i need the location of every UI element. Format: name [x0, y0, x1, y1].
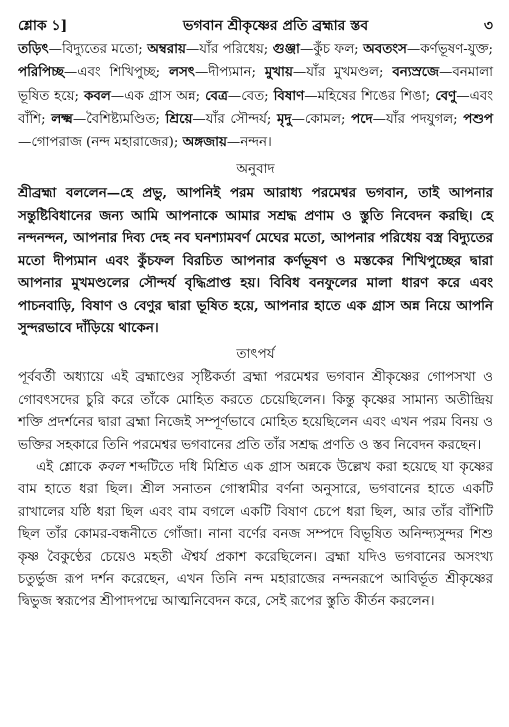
glossary-term: মৃদু — [277, 110, 292, 127]
glossary-term: বেত্র — [205, 87, 228, 104]
running-header — [18, 14, 493, 38]
glossary-term: তড়িৎ — [18, 41, 49, 57]
glossary-term: লসৎ — [168, 64, 195, 81]
word-for-word-glossary: তড়িৎ—বিদ্যুতের মতো; অম্বরায়—যাঁর পরিধেয়; গুঞ্জা—কুঁচ ফল; অবতংস—কর্ণভূষণ-যুক্ত; পরিপিচ্ছ—এবং শিখিপুচ্ছ; লসৎ—দীপ্যমান; মুখায়—যাঁর মুখমণ্ডল; বন্যস্রজে—বনমালা ভূষিত হয়ে; কবল—এক গ্রাস অন্ন; বেত্র—বেত; বিষাণ—মহিষের শিঙের শিঙা; বেণু—এবং বাঁশি; লক্ষ্ম—বৈশিষ্ট্যমণ্ডিত; শ্রিয়ে—যাঁর সৌন্দর্য; মৃদু—কোমল; পদে—যাঁর পদযুগল; পশুপ—গোপরাজ (নন্দ মহারাজের); অঙ্গজায়—নন্দন। — [18, 41, 493, 151]
glossary-term: অম্বরায় — [147, 41, 186, 57]
glossary-meaning: এক গ্রাস অন্ন; — [124, 88, 201, 104]
glossary-meaning: এবং বাঁশি; — [18, 88, 493, 127]
glossary-meaning: যাঁর পদযুগল; — [385, 111, 458, 127]
glossary-term: শ্রিয়ে — [165, 110, 193, 127]
glossary-term: বিষাণ — [273, 87, 305, 104]
glossary-meaning: যাঁর পরিধেয়; — [199, 42, 269, 57]
translation-heading: অনুবাদ — [236, 161, 275, 178]
glossary-meaning: কোমল; — [304, 111, 346, 127]
glossary-meaning: বেত; — [241, 88, 269, 104]
glossary-meaning: দীপ্যমান; — [208, 65, 257, 81]
purport-paragraph-2 — [18, 457, 493, 614]
translation-text: শ্রীব্রহ্মা বললেন—হে প্রভু, আপনিই পরম আরাধ্য পরমেশ্বর ভগবান, তাই আপনার সন্তুষ্টিবিধানের জন্য আমি আপনাকে আমার সশ্রদ্ধ প্রণাম ও স্তুতি নিবেদন করছি। হে নন্দনন্দন, আপনার দিব্য দেহ নব ঘনশ্যামবর্ণ মেঘের মতো, আপনার পরিধেয় বস্ত্র বিদ্যুতের মতো দীপ্যমান এবং কুঁচফল বিরচিত আপনার কর্ণভূষণ ও মস্তকের শিখিপুচ্ছের দ্বারা আপনার মুখমণ্ডলের সৌন্দর্য বৃদ্ধিপ্রাপ্ত হয়। বিবিধ বনফুলের মালা ধারণ করে এবং পাচনবাড়ি, বিষাণ ও বেণুর দ্বারা ভূষিত হয়ে, আপনার হাতে এক গ্রাস অন্ন নিয়ে আপনি সুন্দরভাবে দাঁড়িয়ে থাকেন। — [18, 185, 493, 336]
purport-p2-rest: শব্দটিতে দধি মিশ্রিত এক গ্রাস অন্নকে উল্লেখ করা হয়েছে যা কৃষ্ণের বাম হাতে ধরা ছিল। শ্রীল সনাতন গোস্বামীর বর্ণনা অনুসারে, ভগবানের হাতে একটি রাখালের যষ্ঠি ধরা ছিল এবং বাম বগলে একটি বিষাণ চেপে ধরা ছিল, আর তাঁর বাঁশিটি ছিল তাঁর কোমর-বন্ধনীতে গোঁজা। নানা বর্ণের বনজ সম্পদে বিভূষিত অনিন্দ্যসুন্দর শিশু কৃষ্ণ বৈকুণ্ঠের চেয়েও মহতী ঐশ্বর্য প্রকাশ করেছিলেন। ব্রহ্মা যদিও ভগবানের অসংখ্য চতুর্ভুজ রূপ দর্শন করেছেন, এখন তিনি নন্দ মহারাজের নন্দনরূপে আবির্ভূত শ্রীকৃষ্ণের দ্বিভুজ স্বরূপের শ্রীপাদপদ্মে আত্মনিবেদন করে, সেই রূপের স্তুতি কীর্তন করলেন। — [18, 459, 493, 610]
purport-heading: তাৎপর্য — [236, 346, 275, 363]
glossary-meaning: মহিষের শিঙের শিঙা; — [317, 88, 431, 104]
purport-body — [18, 367, 493, 613]
chapter-title: ভগবান শ্রীকৃষ্ণের প্রতি ব্রহ্মার স্তব — [183, 18, 369, 34]
verse-reference: শ্লোক ১] — [18, 18, 68, 34]
purport-p2-start: এই শ্লোকে — [36, 459, 98, 475]
glossary-meaning: যাঁর সৌন্দর্য; — [205, 111, 272, 127]
glossary-term: বন্যস্রজে — [392, 64, 439, 81]
glossary-meaning: কর্ণভূষণ-যুক্ত; — [420, 42, 493, 57]
glossary-term: মুখায় — [264, 64, 293, 81]
glossary-term: অঙ্গজায় — [182, 134, 227, 151]
glossary-term: লক্ষ্ম — [51, 110, 73, 127]
purport-paragraph-1: পূর্ববর্তী অধ্যায়ে এই ব্রহ্মাণ্ডের সৃষ্টিকর্তা ব্রহ্মা পরমেশ্বর ভগবান শ্রীকৃষ্ণের গোপসখা ও গোবৎসদের চুরি করে তাঁকে মোহিত করতে চেয়েছিলেন। কিন্তু কৃষ্ণের সামান্য অতীন্দ্রিয় শক্তি প্রদর্শনের দ্বারা ব্রহ্মা নিজেই সম্পূর্ণভাবে মোহিত হয়েছিলেন এবং এখন পরম বিনয় ও ভক্তির সহকারে তিনি পরমেশ্বর ভগবানের প্রতি তাঁর সশ্রদ্ধ প্রণতি ও স্তব নিবেদন করছেন। — [18, 370, 493, 453]
glossary-meaning: কুঁচ ফল; — [313, 42, 359, 57]
glossary-term: পশুপ — [463, 110, 493, 127]
glossary-meaning: বিদ্যুতের মতো; — [62, 42, 143, 57]
glossary-term: কবল — [83, 87, 111, 104]
glossary-meaning: বনমালা ভূষিত হয়ে; — [18, 65, 493, 104]
glossary-meaning: গোপরাজ (নন্দ মহারাজের); — [31, 135, 179, 151]
purport-p2-italic-word: কবল — [97, 459, 124, 475]
glossary-meaning: নন্দন। — [240, 135, 272, 151]
glossary-meaning: বৈশিষ্ট্যমণ্ডিত; — [86, 111, 160, 127]
glossary-term: পরিপিচ্ছ — [18, 64, 64, 81]
glossary-term: গুঞ্জা — [272, 41, 300, 57]
glossary-term: পদে — [351, 110, 373, 127]
glossary-meaning: এবং শিখিপুচ্ছ; — [77, 65, 161, 81]
glossary-meaning: যাঁর মুখমণ্ডল; — [306, 65, 384, 81]
page-number: ৩ — [483, 18, 493, 34]
glossary-term: বেণু — [435, 87, 457, 104]
glossary-term: অবতংস — [363, 41, 407, 57]
